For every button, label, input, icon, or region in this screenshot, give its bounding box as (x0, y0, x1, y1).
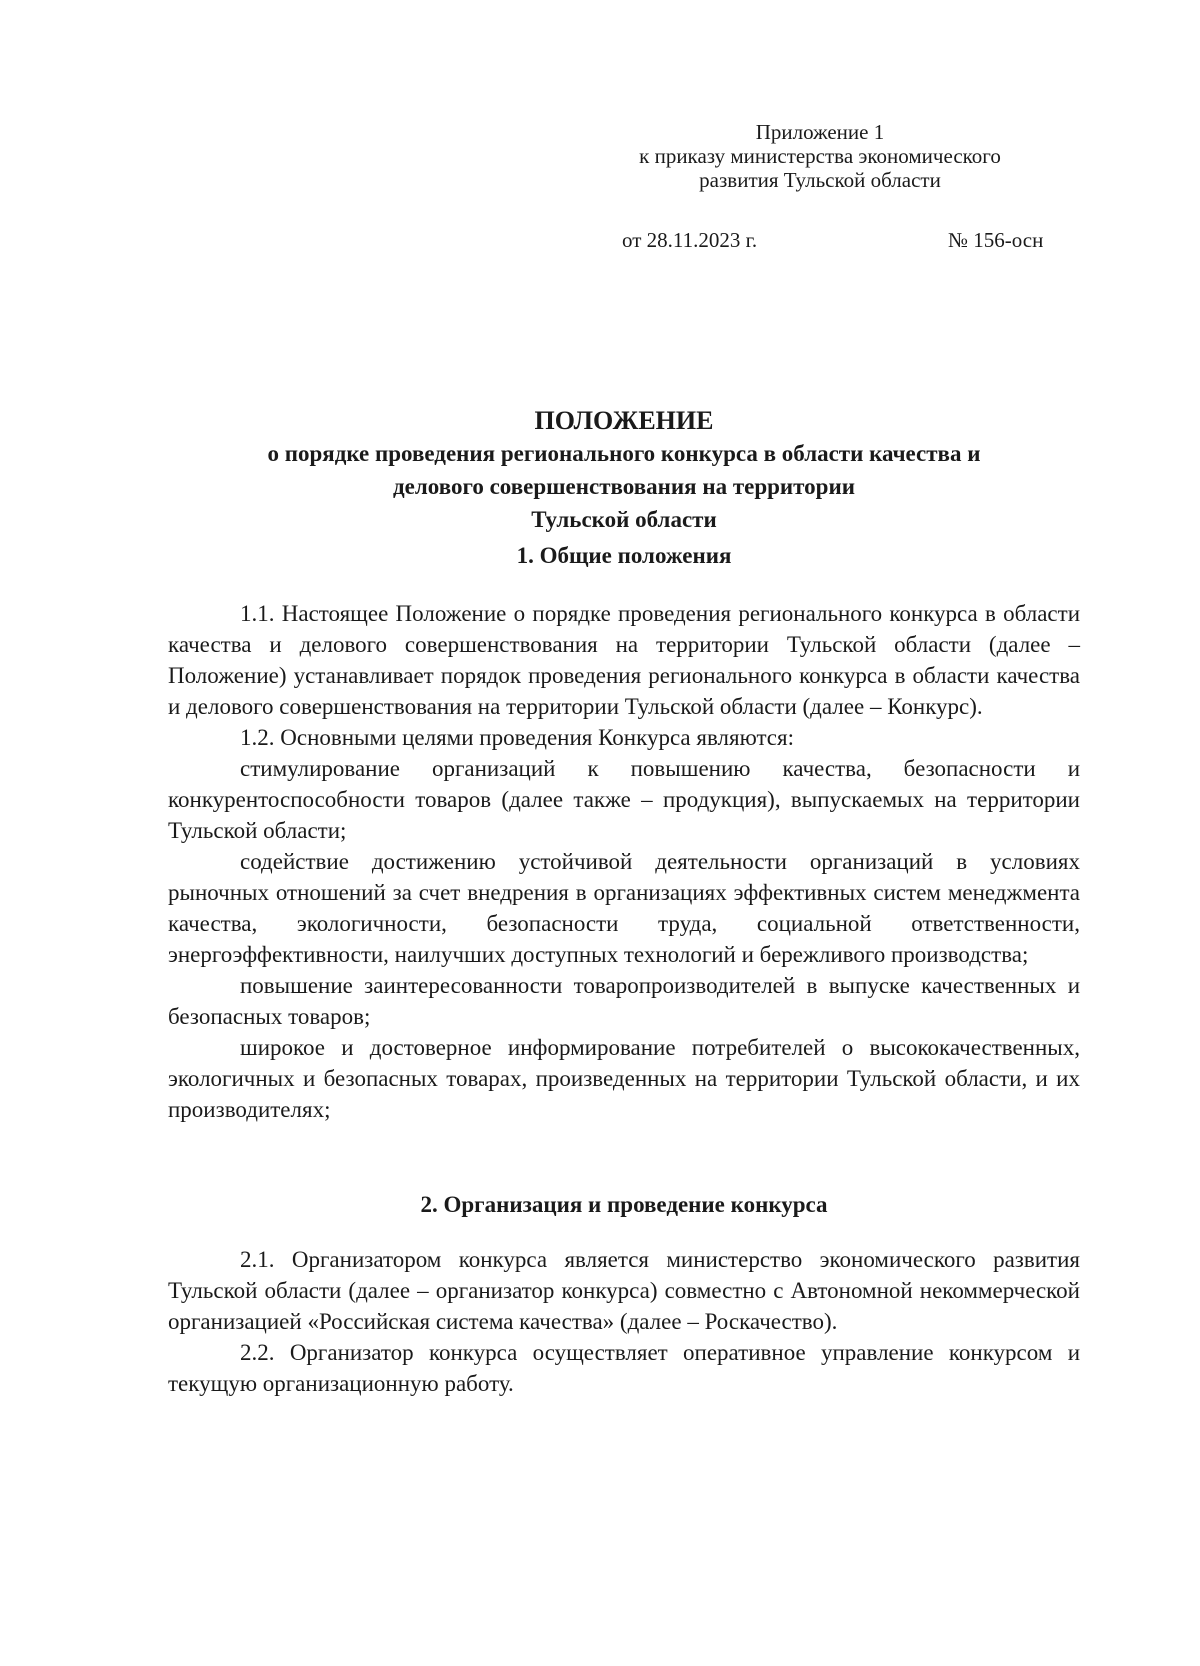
title-line: о порядке проведения регионального конкурса в области качества и (267, 441, 981, 466)
paragraph: повышение заинтересованности товаропроизводителей в выпуске качественных и безопасных товаров; (168, 973, 1080, 1029)
appendix-line: развития Тульской области (699, 168, 941, 192)
section-2-heading: 2. Организация и проведение конкурса (420, 1192, 828, 1217)
paragraph: 1.2. Основными целями проведения Конкурса являются: (240, 725, 794, 750)
document-title (168, 405, 1080, 536)
section-1-body (168, 598, 1080, 1125)
section-1-heading: 1. Общие положения (516, 543, 732, 568)
title-line: Тульской области (531, 507, 717, 532)
section-2-body (168, 1244, 1080, 1399)
appendix-line: к приказу министерства экономического (639, 144, 1001, 168)
appendix-line: Приложение 1 (755, 120, 885, 144)
paragraph: стимулирование организаций к повышению качества, безопасности и конкурентоспособности товаров (далее также – продукция), выпускаемых на территории Тульской области; (168, 756, 1080, 843)
paragraph: содействие достижению устойчивой деятельности организаций в условиях рыночных отношений за счет внедрения в организациях эффективных систем менеджмента качества, экологичности, безопасности труда, социальной ответственности, энергоэффективности, наилучших доступных технологий и бережливого производства; (168, 849, 1080, 967)
paragraph: 1.1. Настоящее Положение о порядке проведения регионального конкурса в области качества и делового совершенствования на территории Тульской области (далее – Положение) устанавливает порядок проведения регионального конкурса в области качества и делового совершенствования на территории Тульской области (далее – Конкурс). (168, 601, 1080, 719)
order-date: от 28.11.2023 г. (622, 228, 758, 252)
title-line: делового совершенствования на территории (393, 474, 855, 499)
paragraph: 2.2. Организатор конкурса осуществляет оперативное управление конкурсом и текущую организационную работу. (168, 1340, 1080, 1396)
paragraph: 2.1. Организатором конкурса является министерство экономического развития Тульской области (далее – организатор конкурса) совместно с Автономной некоммерческой организацией «Российская система качества» (далее – Роскачество). (168, 1247, 1080, 1334)
appendix-note (620, 120, 1020, 192)
title-main: ПОЛОЖЕНИЕ (534, 406, 714, 435)
paragraph: широкое и достоверное информирование потребителей о высококачественных, экологичных и безопасных товарах, произведенных на территории Тульской области, и их производителях; (168, 1035, 1080, 1122)
order-number: № 156-осн (948, 228, 1044, 252)
